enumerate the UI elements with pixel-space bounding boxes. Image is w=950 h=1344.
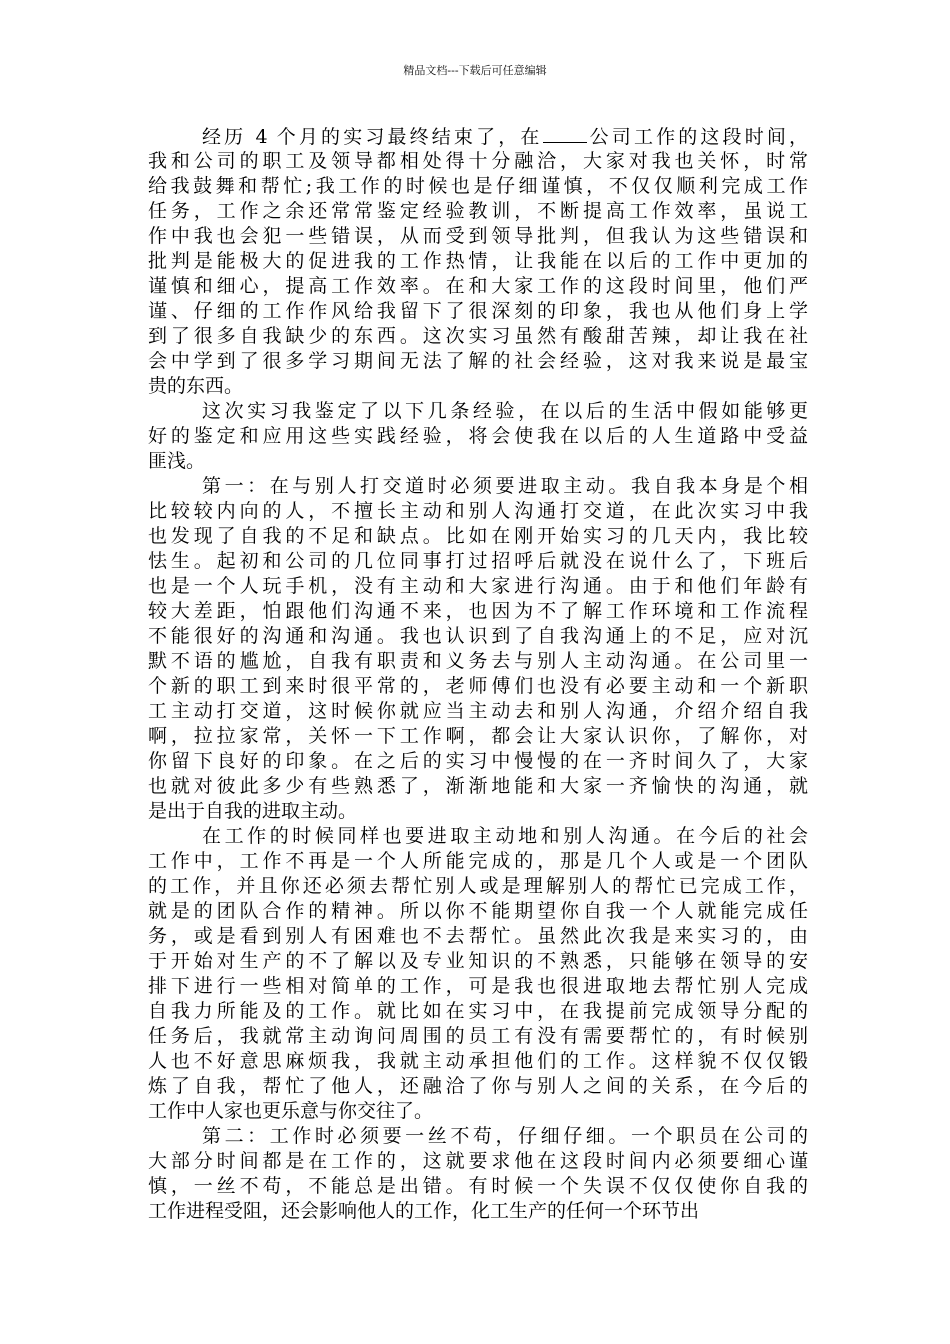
text-line: 不能很好的沟通和沟通。我也认识到了自我沟通上的不足，应对沉 [148, 625, 808, 647]
text-line: 大部分时间都是在工作的，这就要求他在这段时间内必须要细心谨 [148, 1150, 808, 1172]
text-line: 是出于自我的进取主动。 [148, 800, 358, 822]
text-line: 第一：在与别人打交道时必须要进取主动。我自我本身是个相 [202, 475, 808, 497]
text-line: 也就对彼此多少有些熟悉了，渐渐地能和大家一齐愉快的沟通，就 [148, 775, 808, 797]
text-line: 排下进行一些相对简单的工作，可是我也很进取地去帮忙别人完成 [148, 975, 808, 997]
text-line: 工主动打交道，这时候你就应当主动去和别人沟通，介绍介绍自我 [148, 700, 808, 722]
paragraph [148, 824, 808, 1124]
text-line: 工作进程受阻，还会影响他人的工作，化工生产的任何一个环节出 [148, 1200, 700, 1222]
text-segment: 经历 4 个月的实习最终结束了，在 [202, 126, 543, 148]
paragraph [148, 474, 808, 824]
text-line: 任务，工作之余还常常鉴定经验教训，不断提高工作效率，虽说工 [148, 200, 808, 222]
text-line: 好的鉴定和应用这些实践经验，将会使我在以后的人生道路中受益 [148, 425, 808, 447]
text-line: 务，或是看到别人有困难也不去帮忙。虽然此次我是来实习的，由 [148, 925, 808, 947]
text-line: 我和公司的职工及领导都相处得十分融洽，大家对我也关怀，时常 [148, 150, 808, 172]
text-line: 谨、仔细的工作作风给我留下了很深刻的印象，我也从他们身上学 [148, 300, 808, 322]
text-line: 也是一个人玩手机，没有主动和大家进行沟通。由于和他们年龄有 [148, 575, 808, 597]
text-line: 批判是能极大的促进我的工作热情，让我能在以后的工作中更加的 [148, 250, 808, 272]
text-line: 谨慎和细心，提高工作效率。在和大家工作的这段时间里，他们严 [148, 275, 808, 297]
text-line: 这次实习我鉴定了以下几条经验，在以后的生活中假如能够更 [202, 400, 808, 422]
text-line: 也发现了自我的不足和缺点。比如在刚开始实习的几天内，我比较 [148, 525, 808, 547]
text-line: 于开始对生产的不了解以及专业知识的不熟悉，只能够在领导的安 [148, 950, 808, 972]
page-header: 精品文档---下载后可任意编辑 [403, 64, 547, 77]
text-line: 比较较内向的人，不擅长主动和别人沟通打交道，在此次实习中我 [148, 500, 808, 522]
text-line: 怯生。起初和公司的几位同事打过招呼后就没在说什么了，下班后 [148, 550, 808, 572]
text-line: 到了很多自我缺少的东西。这次实习虽然有酸甜苦辣，却让我在社 [148, 325, 808, 347]
text-line: 默不语的尴尬，自我有职责和义务去与别人主动沟通。在公司里一 [148, 650, 808, 672]
paragraph [148, 1124, 808, 1224]
text-segment: 公司工作的这段时间， [586, 126, 808, 148]
text-line: 就是的团队合作的精神。所以你不能期望你自我一个人就能完成任 [148, 900, 808, 922]
text-line: 在工作的时候同样也要进取主动地和别人沟通。在今后的社会 [202, 825, 808, 847]
text-line: 任务后，我就常主动询问周围的员工有没有需要帮忙的，有时候别 [148, 1025, 808, 1047]
text-line: 工作中，工作不再是一个人所能完成的，那是几个人或是一个团队 [148, 850, 808, 872]
text-line: 啊，拉拉家常，关怀一下工作啊，都会让大家认识你，了解你，对 [148, 725, 808, 747]
text-line: 慎，一丝不苟，不能总是出错。有时候一个失误不仅仅使你自我的 [148, 1175, 808, 1197]
paragraph [148, 399, 808, 474]
text-line: 匪浅。 [148, 450, 206, 472]
text-line: 人也不好意思麻烦我，我就主动承担他们的工作。这样貌不仅仅锻 [148, 1050, 808, 1072]
text-line: 给我鼓舞和帮忙;我工作的时候也是仔细谨慎，不仅仅顺利完成工作 [148, 175, 808, 197]
text-line: 作中我也会犯一些错误，从而受到领导批判，但我认为这些错误和 [148, 225, 808, 247]
text-line: 贵的东西。 [148, 375, 244, 397]
text-line: 炼了自我，帮忙了他人，还融洽了你与别人之间的关系，在今后的 [148, 1075, 808, 1097]
document-body [148, 124, 808, 1224]
paragraph [148, 124, 808, 399]
fill-in-blank [543, 124, 587, 143]
text-line: 的工作，并且你还必须去帮忙别人或是理解别人的帮忙已完成工作， [148, 875, 808, 897]
text-line: 较大差距，怕跟他们沟通不来，也因为不了解工作环境和工作流程 [148, 600, 808, 622]
text-line: 个新的职工到来时很平常的，老师傅们也没有必要主动和一个新职 [148, 675, 808, 697]
text-line: 工作中人家也更乐意与你交往了。 [148, 1100, 434, 1122]
text-line [148, 124, 808, 149]
text-line: 自我力所能及的工作。就比如在实习中，在我提前完成领导分配的 [148, 1000, 808, 1022]
text-line: 第二：工作时必须要一丝不苟，仔细仔细。一个职员在公司的 [202, 1125, 808, 1147]
text-line: 你留下良好的印象。在之后的实习中慢慢的在一齐时间久了，大家 [148, 750, 808, 772]
text-line: 会中学到了很多学习期间无法了解的社会经验，这对我来说是最宝 [148, 350, 808, 372]
